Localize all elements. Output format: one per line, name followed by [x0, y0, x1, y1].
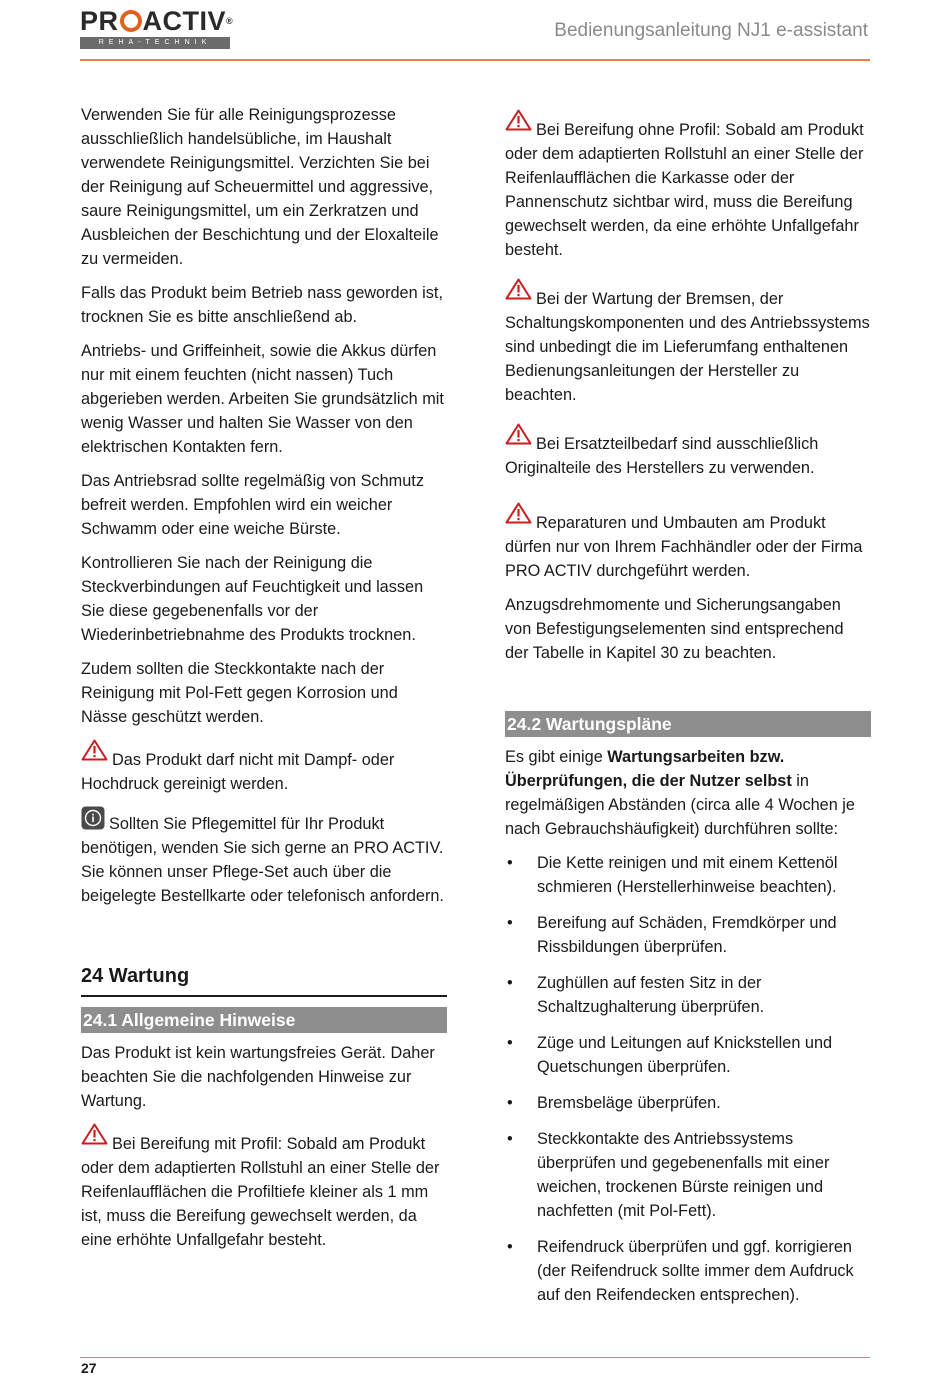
paragraph: Das Antriebsrad sollte regelmäßig von Schmutz befreit werden. Empfohlen wird ein weicher Schwamm oder eine weiche Bürste. — [81, 472, 424, 538]
bold-emphasis: Wartungsarbeiten bzw. Überprüfungen, die der Nutzer selbst — [505, 748, 792, 790]
warning-note: Reparaturen und Umbauten am Produkt dürfen nur von Ihrem Fachhändler oder der Firma PRO ACTIV durchgeführt werden. — [505, 502, 871, 583]
warning-triangle-icon — [505, 278, 532, 300]
section-heading: 24.1 Allgemeine Hinweise — [81, 1007, 447, 1033]
warning-triangle-icon — [505, 502, 532, 524]
document-title: Bedienungsanleitung NJ1 e-assistant — [554, 20, 868, 41]
warning-triangle-icon — [505, 423, 532, 445]
paragraph: Verwenden Sie für alle Reinigungsprozesse ausschließlich handelsübliche, im Haushalt verwendete Reinigungsmittel. Verzichten Sie bei der Reinigung auf Scheuermittel und aggressive, saure Reinigungsmittel, um ein Zerkratzen und Ausbleichen der Beschichtung und der Eloxalteile zu vermeiden. — [81, 106, 439, 268]
paragraph: Antriebs- und Griffeinheit, sowie die Akkus dürfen nur mit einem feuchten (nicht nassen) Tuch abgerieben werden. Arbeiten Sie grundsätzlich mit wenig Wasser und halten Sie Wasser von den elektrischen Kontakten fern. — [81, 342, 444, 456]
list-item: • Züge und Leitungen auf Knickstellen und Quetschungen überprüfen. — [505, 1031, 871, 1079]
paragraph: Anzugsdrehmomente und Sicherungsangaben von Befestigungselementen sind entsprechend der Tabelle in Kapitel 30 zu beachten. — [505, 596, 844, 662]
footer-rule — [80, 1357, 870, 1358]
paragraph: Zudem sollten die Steckkontakte nach der Reinigung mit Pol-Fett gegen Korrosion und Nässe geschützt werden. — [81, 660, 398, 726]
chapter-heading: 24 Wartung — [81, 963, 447, 997]
section-heading: 24.2 Wartungspläne — [505, 711, 871, 737]
logo-wordmark: PR ACTIV® — [80, 6, 234, 36]
warning-note: Bei Bereifung ohne Profil: Sobald am Produkt oder dem adaptierten Rollstuhl an einer Stelle der Reifenlaufflächen die Karkasse oder der Pannenschutz sichtbar wird, muss die Bereifung gewechselt werden, da eine erhöhte Unfallgefahr besteht. — [505, 109, 871, 262]
list-item: • Bereifung auf Schäden, Fremdkörper und Rissbildungen überprüfen. — [505, 911, 871, 959]
warning-triangle-icon — [81, 1123, 108, 1145]
left-column — [81, 103, 447, 1262]
paragraph: Das Produkt ist kein wartungsfreies Gerät. Daher beachten Sie die nachfolgenden Hinweise zur Wartung. — [81, 1044, 435, 1110]
list-item: • Bremsbeläge überprüfen. — [505, 1091, 871, 1115]
list-item: • Die Kette reinigen und mit einem Kettenöl schmieren (Herstellerhinweise beachten). — [505, 851, 871, 899]
paragraph: Falls das Produkt beim Betrieb nass geworden ist, trocknen Sie es bitte anschließend ab. — [81, 284, 443, 326]
page-number: 27 — [81, 1360, 97, 1376]
warning-triangle-icon — [81, 739, 108, 761]
warning-note: Bei Ersatzteilbedarf sind ausschließlich Originalteile des Herstellers zu verwenden. — [505, 423, 871, 480]
brand-logo — [80, 6, 240, 50]
logo-o-ring — [120, 10, 142, 32]
right-column — [505, 103, 871, 1319]
list-item: • Zughüllen auf festen Sitz in der Schaltzughalterung überprüfen. — [505, 971, 871, 1019]
paragraph: Kontrollieren Sie nach der Reinigung die Steckverbindungen auf Feuchtigkeit und lassen Sie diese gegebenenfalls vor der Wiederinbetriebnahme des Produkts trocknen. — [81, 554, 424, 644]
warning-note: Bei Bereifung mit Profil: Sobald am Produkt oder dem adaptierten Rollstuhl an einer Stelle der Reifenlaufflächen die Profiltiefe kleiner als 1 mm ist, muss die Bereifung gewechselt werden, da eine erhöhte Unfallgefahr besteht. — [81, 1123, 447, 1252]
warning-note: Das Produkt darf nicht mit Dampf- oder Hochdruck gereinigt werden. — [81, 739, 447, 796]
header-rule — [80, 59, 870, 61]
warning-note: Bei der Wartung der Bremsen, der Schaltungskomponenten und des Antriebssystems sind unbedingt die im Lieferumfang enthaltenen Bedienungsanleitungen der Hersteller zu beachten. — [505, 278, 871, 407]
warning-triangle-icon — [505, 109, 532, 131]
info-note: Sollten Sie Pflegemittel für Ihr Produkt benötigen, wenden Sie sich gerne an PRO ACTIV. Sie können unser Pflege-Set auch über die beigelegte Bestellkarte oder telefonisch anfordern. — [81, 806, 447, 908]
list-item: • Steckkontakte des Antriebssystems überprüfen und gegebenenfalls mit einer weichen, trockenen Bürste reinigen und nachfetten (mit Pol-Fett). — [505, 1127, 871, 1223]
info-icon — [81, 806, 105, 830]
maintenance-list — [505, 851, 871, 1307]
paragraph: Es gibt einige Wartungsarbeiten bzw. Überprüfungen, die der Nutzer selbst in regelmäßigen Abständen (circa alle 4 Wochen je nach Gebrauchshäufigkeit) durchführen sollte: — [505, 748, 855, 838]
logo-subtitle: REHA-TECHNIK — [80, 37, 230, 49]
list-item: • Reifendruck überprüfen und ggf. korrigieren (der Reifendruck sollte immer dem Aufdruck auf den Reifendecken entsprechen). — [505, 1235, 871, 1307]
